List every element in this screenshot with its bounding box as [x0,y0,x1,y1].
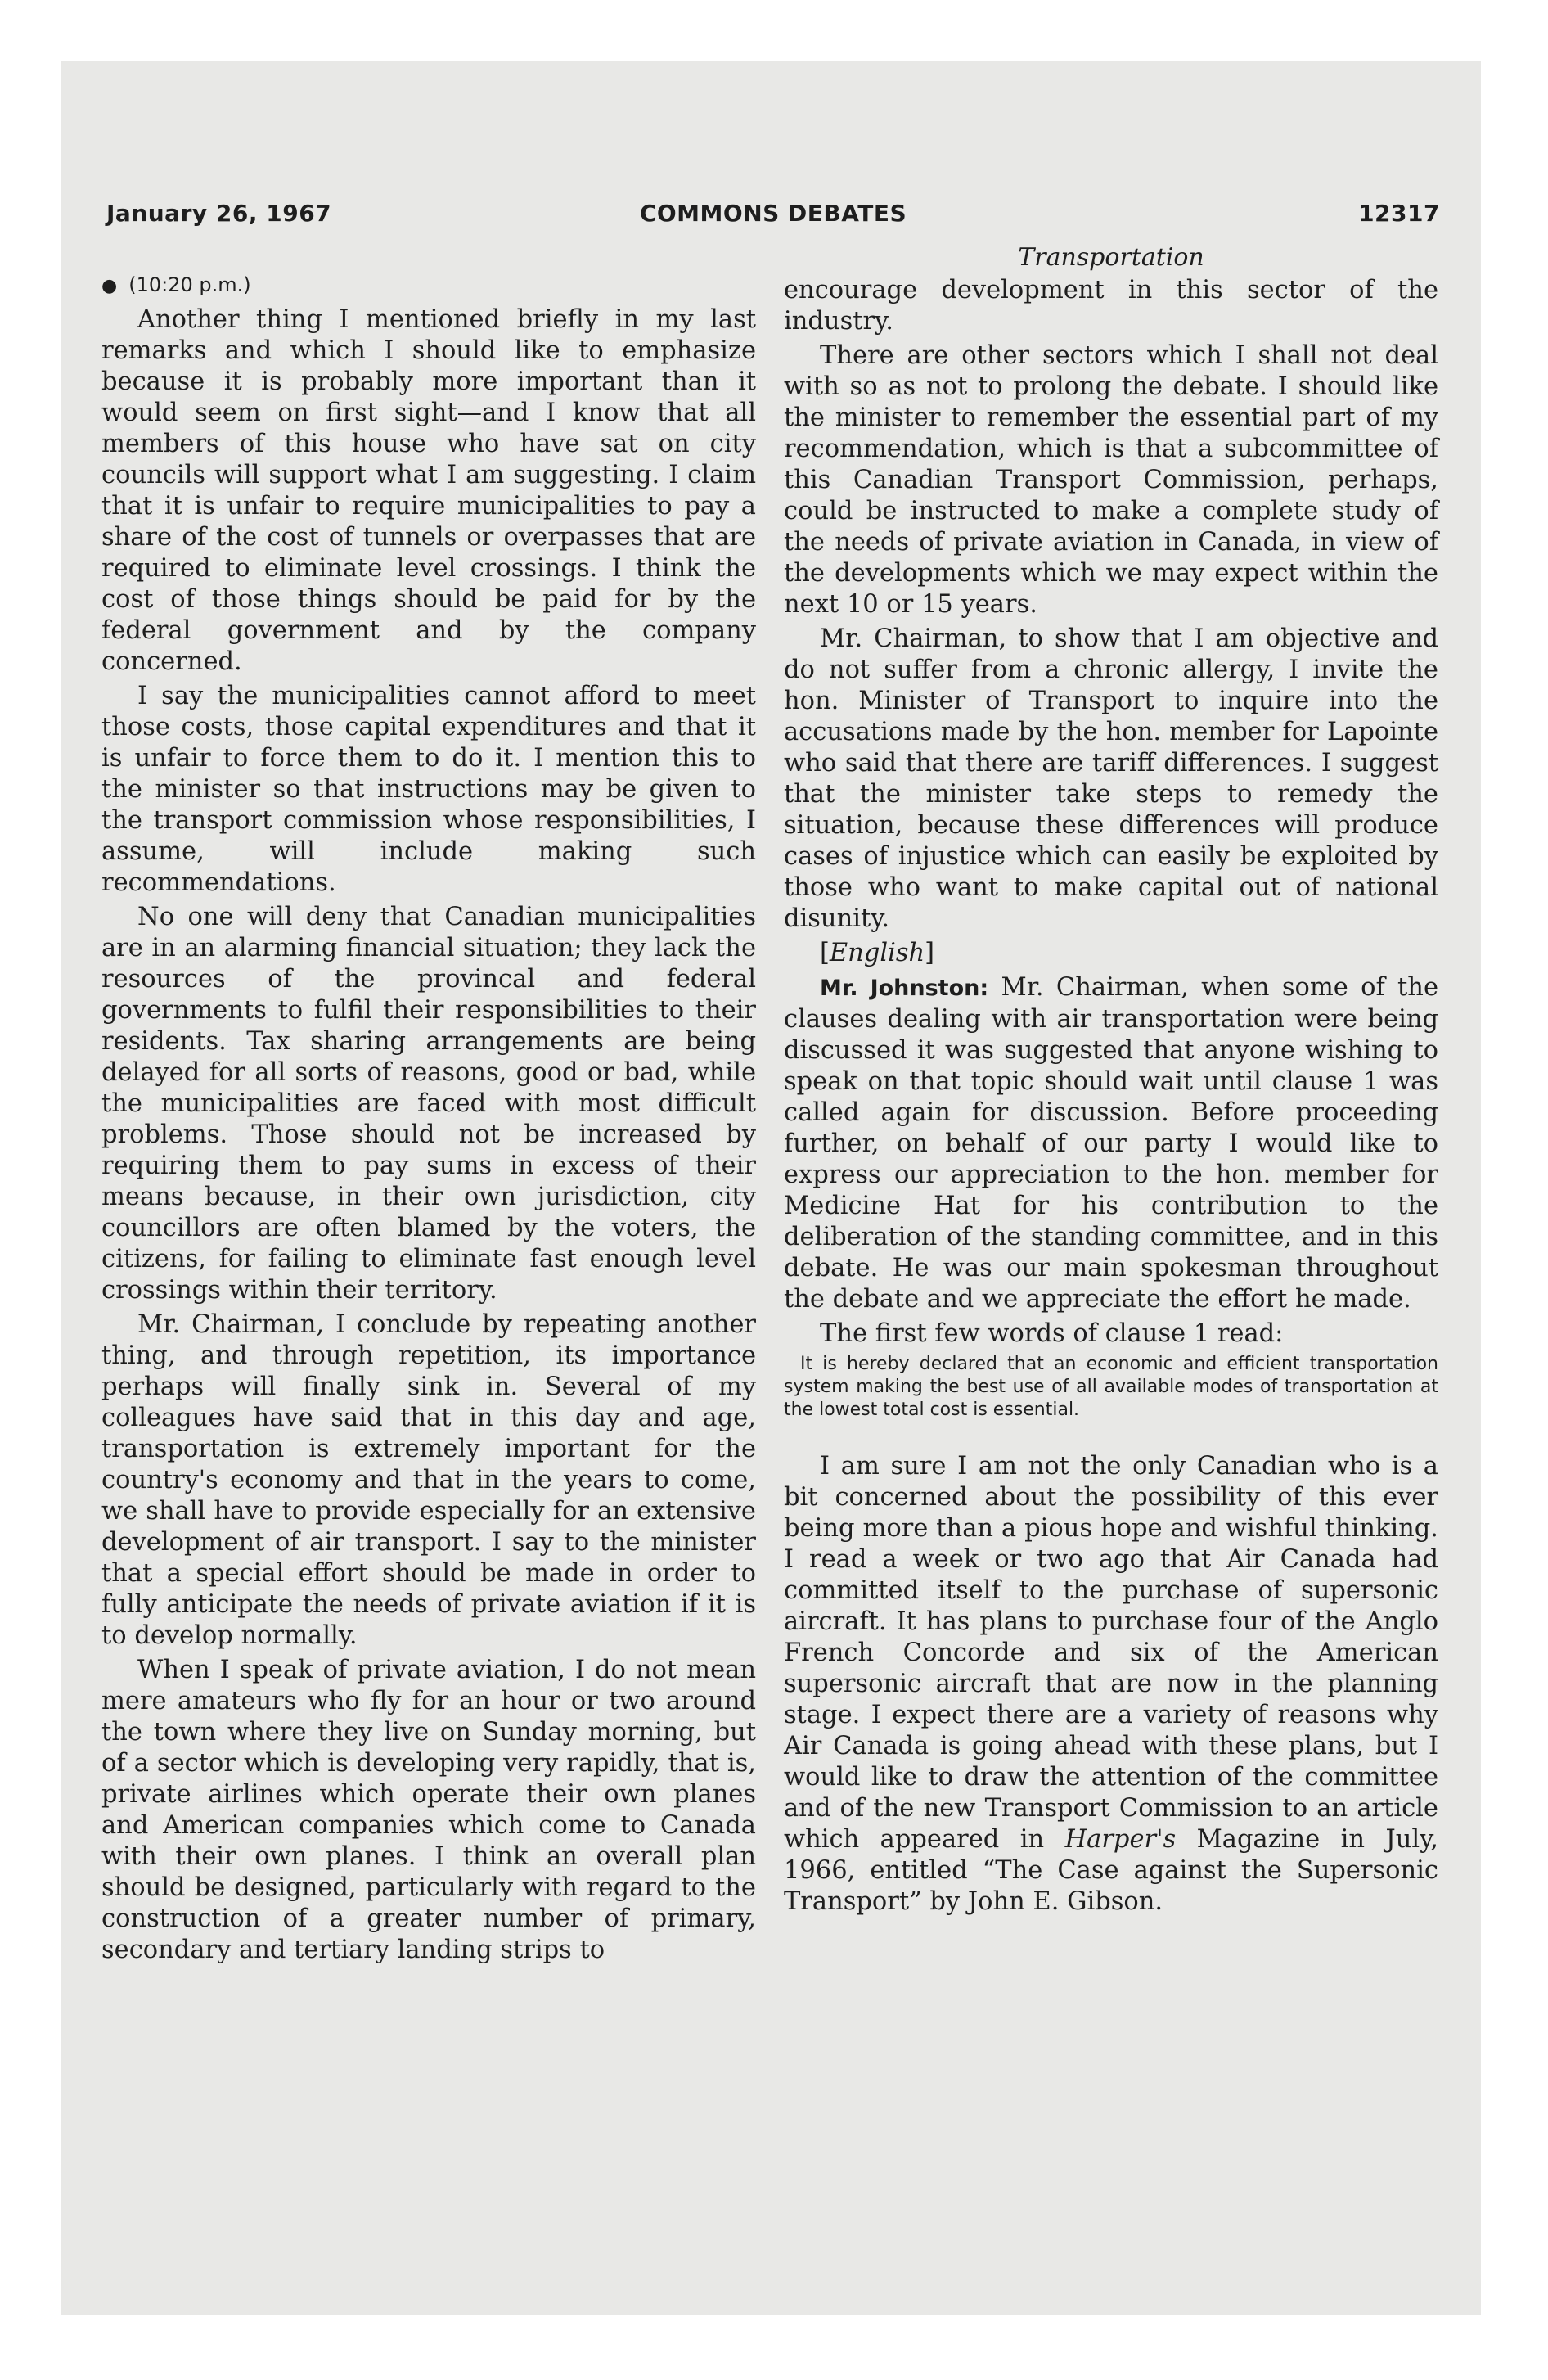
time-stamp [101,270,756,301]
paragraph-text: I am sure I am not the only Canadian who is a bit concerned about the possibility of this ever being more than a pious hope and wishful thinking. I read a week or two ago that Air Canada had committed itself to the purchase of supersonic aircraft. It has plans to purchase four of the Anglo French Concorde and six of the American supersonic aircraft that are now in the planning stage. I expect there are a variety of reasons why Air Canada is going ahead with these plans, but I would like to draw the attention of the committee and of the new Transport Commission to an article which appeared in [784,1452,1438,1854]
publication-title: Harper's [1064,1825,1177,1854]
clause-quote-text: It is hereby declared that an economic and efficient transportation system making the best use of all available modes of transportation at the lowest total cost is essential. [784,1354,1438,1420]
time-stamp-text: (10:20 p.m.) [128,273,251,296]
left-column [101,270,756,1969]
paragraph: Another thing I mentioned briefly in my last remarks and which I should like to emphasize because it is probably more important than it would seem on first sight—and I know that all members of this house who have sat on city councils will support what I am suggesting. I claim that it is unfair to require municipalities to pay a share of the cost of tunnels or overpasses that are required to eliminate level crossings. I think the cost of those things should be paid for by the federal government and by the company concerned. [101,305,756,676]
header-title: COMMONS DEBATES [639,200,907,227]
paragraph-tail: Magazine in July, 1966, entitled “The Case against the Supersonic Transport” by John E. Gibson. [784,1825,1438,1916]
clause-quote [784,1353,1438,1422]
right-column [784,242,1438,1921]
paragraph: Mr. Chairman, to show that I am objective and do not suffer from a chronic allergy, I invite the hon. Minister of Transport to inquire into the accusations made by the hon. member for Lapointe who said that there are tariff differences. I suggest that the minister take steps to remedy the situation, because these differences will produce cases of injustice which can easily be exploited by those who want to make capital out of national disunity. [784,624,1438,933]
paragraph [784,1451,1438,1918]
header-page-number: 12317 [1358,200,1440,227]
paragraph: Mr. Chairman, I conclude by repeating another thing, and through repetition, its importance perhaps will finally sink in. Several of my colleagues have said that in this day and age, transportation is extremely important for the country's economy and that in the years to come, we shall have to provide especially for an extensive development of air transport. I say to the minister that a special effort should be made in order to fully anticipate the needs of private aviation if it is to develop normally. [101,1310,756,1650]
paragraph: No one will deny that Canadian municipalities are in an alarming financial situation; they lack the resources of the provincal and federal governments to fulfil their responsibilities to their residents. Tax sharing arrangements are being delayed for all sorts of reasons, good or bad, while the municipalities are faced with most difficult problems. Those should not be increased by requiring them to pay sums in excess of their means because, in their own jurisdiction, city councillors are often blamed by the voters, the citizens, for failing to eliminate fast enough level crossings within their territory. [101,903,756,1305]
clause-intro: The first few words of clause 1 read: [820,1319,1284,1348]
language-marker: [English] [820,939,935,967]
page-header [106,200,1440,237]
page [61,61,1481,2315]
speech-paragraph [784,972,1438,1315]
speech-text: Mr. Chairman, when some of the clauses dealing with air transportation were being discussed it was suggested that anyone wishing to speak on that topic should wait until clause 1 was called again for discussion. Before proceeding further, on behalf of our party I would like to express our appreciation to the hon. member for Medicine Hat for his contribution to the deliberation of the standing committee, and in this debate. He was our main spokesman throughout the debate and we appreciate the effort he made. [784,973,1439,1314]
continued-paragraph: encourage development in this sector of the industry. [784,276,1438,336]
speaker-name: Mr. Johnston: [820,976,989,1001]
language-marker-text: English [829,939,925,967]
header-date: January 26, 1967 [106,200,332,227]
paragraph: I say the municipalities cannot afford to meet those costs, those capital expenditures and that it is unfair to force them to do it. I mention this to the minister so that instructions may be given to the transport commission whose responsibilities, I assume, will include making such recommendations. [101,682,756,897]
bullet-icon: ● [101,276,118,296]
paragraph: When I speak of private aviation, I do not mean mere amateurs who fly for an hour or two around the town where they live on Sunday morning, but of a sector which is developing very rapidly, that is, private airlines which operate their own planes and American companies which come to Canada with their own planes. I think an overall plan should be designed, particularly with regard to the construction of a greater number of primary, secondary and tertiary landing strips to [101,1656,756,1964]
paragraph: There are other sectors which I shall not deal with so as not to prolong the debate. I should like the minister to remember the essential part of my recommendation, which is that a subcommittee of this Canadian Transport Commission, perhaps, could be instructed to make a complete study of the needs of private aviation in Canada, in view of the developments which we may expect within the next 10 or 15 years. [784,341,1438,619]
section-title: Transportation [1018,243,1204,272]
